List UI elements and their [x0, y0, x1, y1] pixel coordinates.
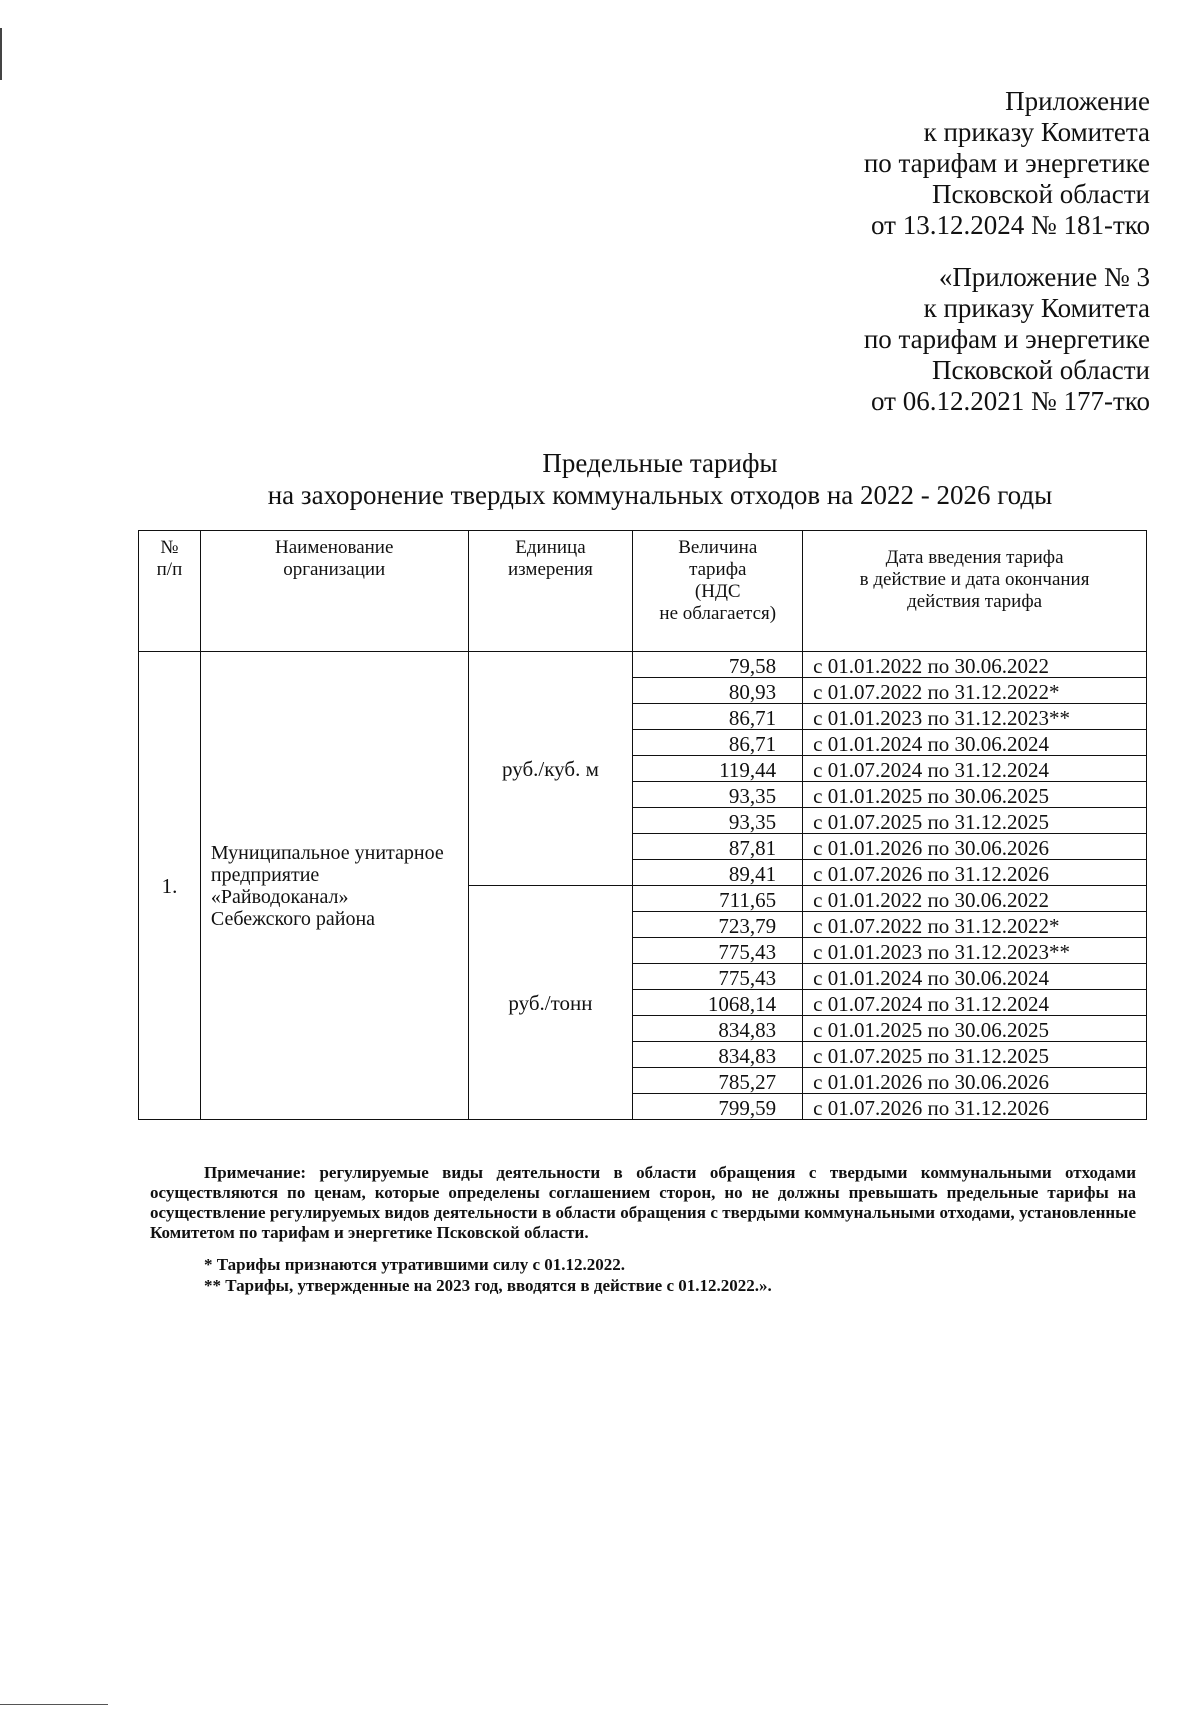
unit-ton: руб./тонн — [468, 886, 633, 1120]
tariff-value: 775,43 — [633, 938, 803, 964]
row-number: 1. — [139, 652, 201, 1120]
document-title: Предельные тарифы — [542, 448, 778, 478]
appendix-line: к приказу Комитета — [923, 117, 1150, 147]
note-block — [150, 1163, 1136, 1243]
tariff-period: с 01.07.2022 по 31.12.2022* — [803, 678, 1147, 704]
document-subtitle: на захоронение твердых коммунальных отходов на 2022 - 2026 годы — [267, 480, 1053, 510]
table-header-row — [139, 531, 1147, 652]
appendix-line: Псковской области — [931, 179, 1150, 209]
tariff-value: 775,43 — [633, 964, 803, 990]
organization-name: Муниципальное унитарное предприятие «Райводоканал» Себежского района — [200, 652, 468, 1120]
tariff-period: с 01.01.2025 по 30.06.2025 — [803, 782, 1147, 808]
tariff-value: 80,93 — [633, 678, 803, 704]
tariff-period: с 01.01.2025 по 30.06.2025 — [803, 1016, 1147, 1042]
tariff-value: 89,41 — [633, 860, 803, 886]
table-row — [139, 652, 1147, 678]
tariff-value: 86,71 — [633, 704, 803, 730]
appendix-line: Приложение — [1005, 86, 1150, 116]
tariff-value: 1068,14 — [633, 990, 803, 1016]
tariff-value: 723,79 — [633, 912, 803, 938]
tariff-period: с 01.07.2025 по 31.12.2025 — [803, 808, 1147, 834]
scan-edge-mark — [0, 28, 2, 80]
tariff-value: 785,27 — [633, 1068, 803, 1094]
tariff-period: с 01.07.2025 по 31.12.2025 — [803, 1042, 1147, 1068]
header-unit: Единица измерения — [468, 531, 633, 652]
header-num: № п/п — [139, 531, 201, 652]
tariff-period: с 01.01.2026 по 30.06.2026 — [803, 1068, 1147, 1094]
tariff-period: с 01.01.2022 по 30.06.2022 — [803, 886, 1147, 912]
tariff-value: 711,65 — [633, 886, 803, 912]
tariff-value: 87,81 — [633, 834, 803, 860]
header-period: Дата введения тарифа в действие и дата окончания действия тарифа — [803, 531, 1147, 652]
tariff-period: с 01.01.2026 по 30.06.2026 — [803, 834, 1147, 860]
tariff-value: 86,71 — [633, 730, 803, 756]
tariff-value: 834,83 — [633, 1042, 803, 1068]
tariff-table — [138, 530, 1147, 1120]
tariff-value: 834,83 — [633, 1016, 803, 1042]
footnote-single-asterisk: * Тарифы признаются утратившими силу с 01.12.2022. — [204, 1255, 626, 1274]
tariff-period: с 01.07.2024 по 31.12.2024 — [803, 756, 1147, 782]
header-rate: Величина тарифа (НДС не облагается) — [633, 531, 803, 652]
tariff-value: 93,35 — [633, 782, 803, 808]
tariff-period: с 01.01.2022 по 30.06.2022 — [803, 652, 1147, 678]
tariff-value: 93,35 — [633, 808, 803, 834]
prior-appendix-line: Псковской области — [931, 355, 1150, 385]
prior-appendix-line: «Приложение № 3 — [938, 262, 1150, 292]
tariff-value: 79,58 — [633, 652, 803, 678]
prior-appendix-line: по тарифам и энергетике — [863, 324, 1150, 354]
prior-appendix-header — [630, 262, 1150, 417]
appendix-line: от 13.12.2024 № 181-тко — [871, 210, 1150, 240]
tariff-period: с 01.07.2026 по 31.12.2026 — [803, 1094, 1147, 1120]
tariff-period: с 01.07.2026 по 31.12.2026 — [803, 860, 1147, 886]
prior-appendix-line: к приказу Комитета — [923, 293, 1150, 323]
footnote-double-asterisk: ** Тарифы, утвержденные на 2023 год, вводятся в действие с 01.12.2022.». — [204, 1276, 772, 1295]
unit-cubic-meter: руб./куб. м — [468, 652, 633, 886]
scan-edge-mark — [0, 1704, 108, 1705]
note-text: Примечание: регулируемые виды деятельности в области обращения с твердыми коммунальными отходами осуществляются по ценам, которые определены соглашением сторон, но не должны превышать предельные тарифы на осуществление регулируемых видов деятельности в области обращения с твердыми коммунальными отходами, установленные Комитетом по тарифам и энергетике Псковской области. — [150, 1163, 1136, 1242]
prior-appendix-line: от 06.12.2021 № 177-тко — [871, 386, 1150, 416]
header-organization: Наименование организации — [200, 531, 468, 652]
tariff-value: 119,44 — [633, 756, 803, 782]
tariff-period: с 01.01.2024 по 30.06.2024 — [803, 730, 1147, 756]
appendix-header — [630, 86, 1150, 241]
appendix-line: по тарифам и энергетике — [863, 148, 1150, 178]
tariff-period: с 01.01.2024 по 30.06.2024 — [803, 964, 1147, 990]
tariff-period: с 01.07.2022 по 31.12.2022* — [803, 912, 1147, 938]
tariff-value: 799,59 — [633, 1094, 803, 1120]
tariff-period: с 01.07.2024 по 31.12.2024 — [803, 990, 1147, 1016]
tariff-period: с 01.01.2023 по 31.12.2023** — [803, 704, 1147, 730]
tariff-period: с 01.01.2023 по 31.12.2023** — [803, 938, 1147, 964]
